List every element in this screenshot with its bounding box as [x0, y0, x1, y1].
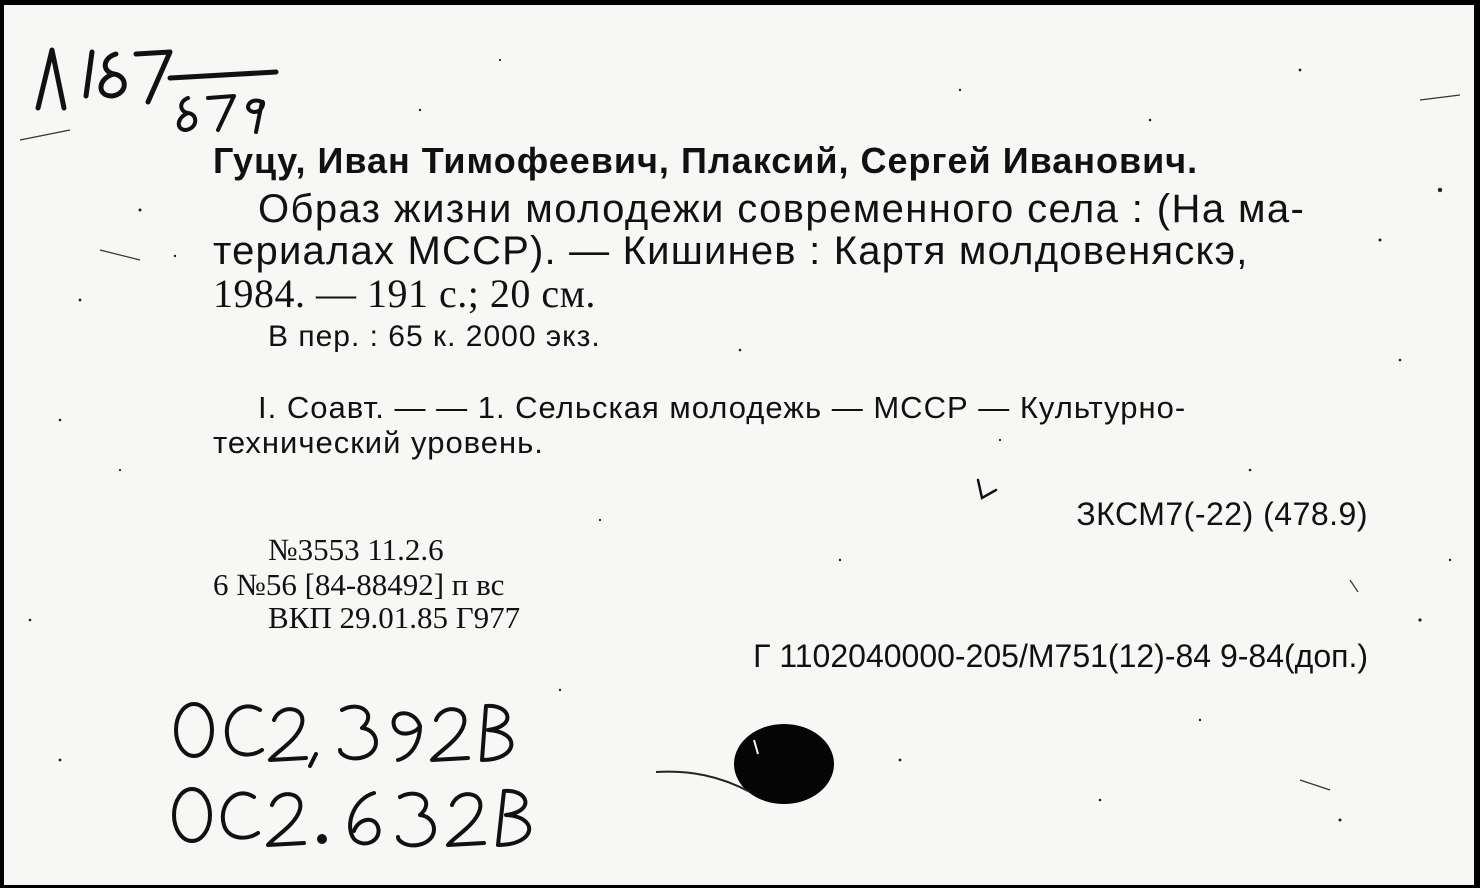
index-line: Г 1102040000-205/М751(12)-84 9-84(доп.) — [753, 638, 1368, 674]
card-left-edge — [0, 0, 4, 888]
subject-heading-line: технический уровень. — [213, 425, 544, 460]
registry-line: 6 №56 [84-88492] п вс — [213, 567, 505, 602]
classification-code: ЗКСМ7(-22) (478.9) — [1076, 496, 1368, 532]
vkp-line: ВКП 29.01.85 Г977 — [268, 600, 521, 635]
handwritten-location-code — [170, 690, 550, 770]
author-line: Гуцу, Иван Тимофеевич, Плаксий, Сергей Иванович. — [213, 140, 1199, 181]
title-line: Образ жизни молодежи современного села : (На ма- — [258, 187, 1306, 231]
handwritten-location-code — [168, 775, 558, 855]
imprint-line: 1984. — 191 с.; 20 см. — [213, 271, 596, 316]
title-line: териалах МССР). — Кишинев : Картя молдовеняскэ, — [213, 229, 1249, 273]
handwritten-shelf-mark — [30, 36, 290, 136]
check-mark-icon — [972, 476, 1002, 506]
ink-blot — [650, 712, 850, 812]
order-number: №3553 11.2.6 — [268, 532, 444, 567]
subject-heading-line: I. Соавт. — — 1. Сельская молодежь — МССР — Культурно- — [258, 390, 1187, 425]
price-line: В пер. : 65 к. 2000 экз. — [268, 320, 601, 353]
